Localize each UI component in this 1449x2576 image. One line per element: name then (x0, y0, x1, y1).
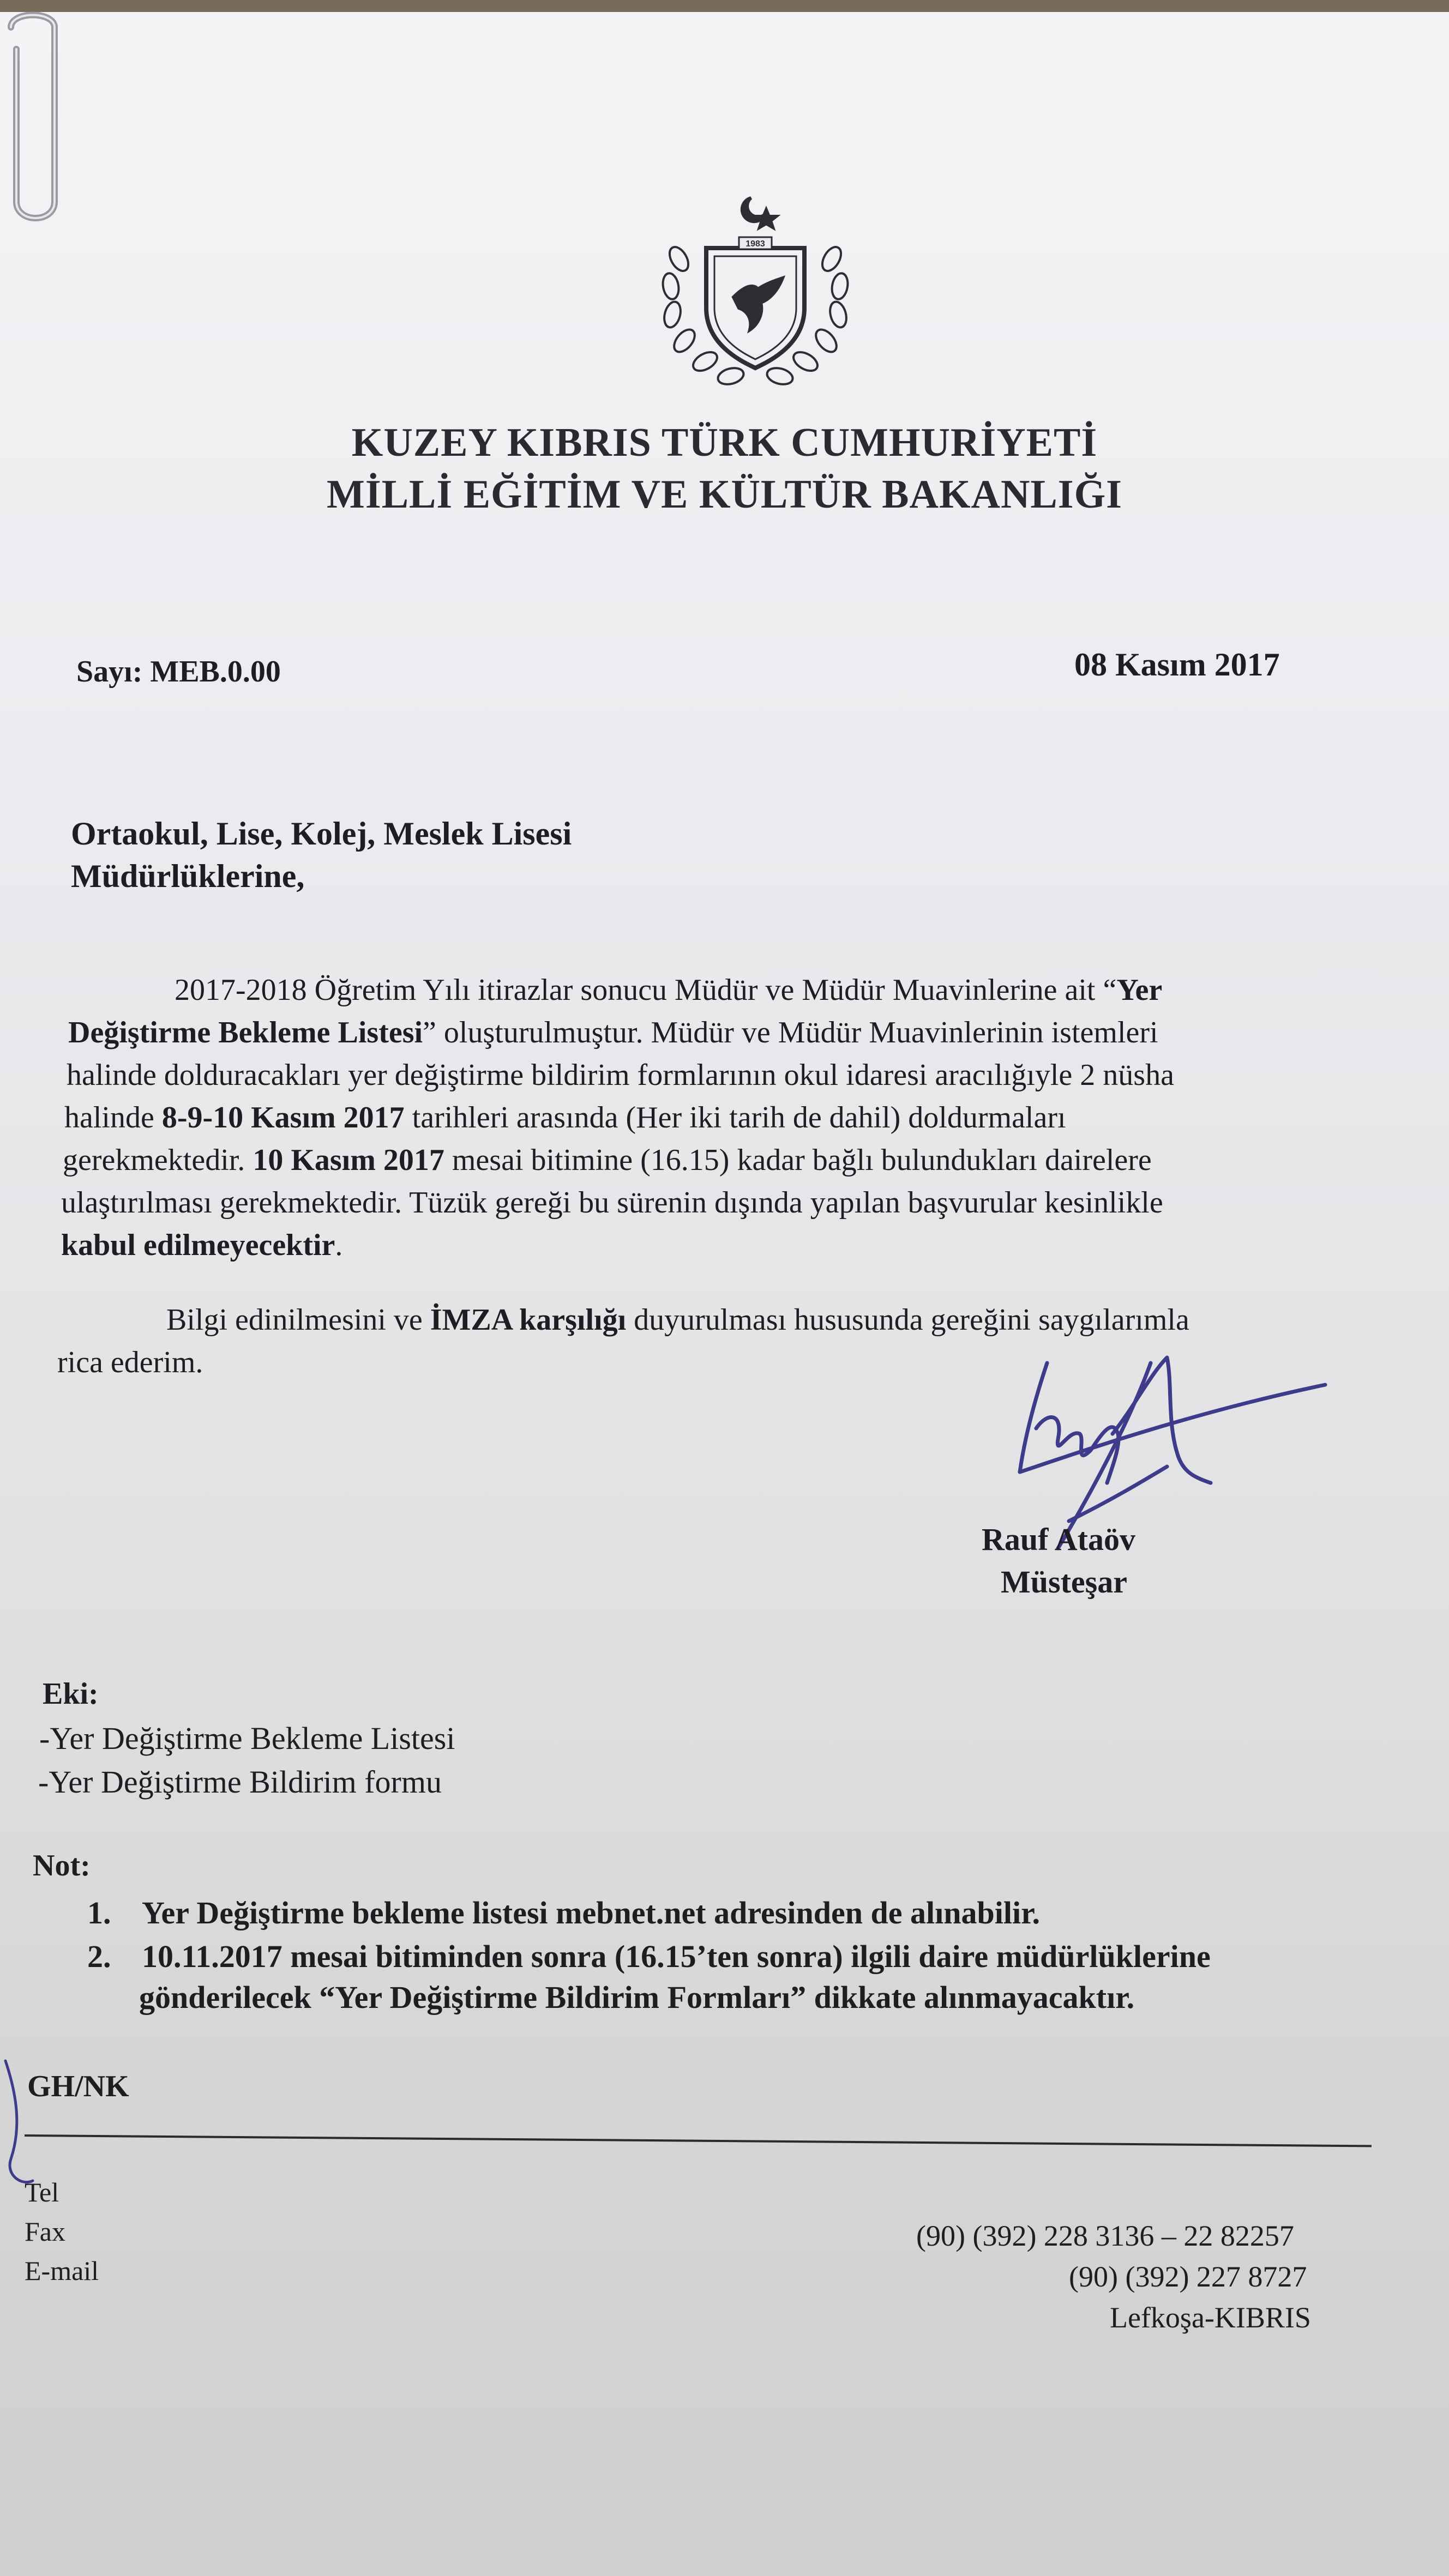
email-label: E-mail (25, 2255, 99, 2286)
phone-number: (90) (392) 228 3136 – 22 82257 (916, 2219, 1294, 2252)
body-line: gerekmektedir. 10 Kasım 2017 mesai bitimine (16.15) kadar bağlı bulundukları dairelere (63, 1143, 1152, 1177)
reference-number: Sayı: MEB.0.00 (76, 655, 281, 689)
note-number: 1. (87, 1895, 111, 1931)
initials: GH/NK (27, 2070, 129, 2103)
tel-label: Tel (25, 2177, 59, 2207)
state-emblem-icon (657, 188, 853, 390)
photo-top-edge (0, 0, 1449, 12)
signatory-title: Müsteşar (1001, 1564, 1127, 1600)
recipient-line-1: Ortaokul, Lise, Kolej, Meslek Lisesi (71, 816, 572, 852)
contact-labels (25, 2173, 99, 2290)
note-number: 2. (87, 1939, 111, 1974)
emblem-year: 1983 (745, 239, 765, 249)
notes-heading: Not: (33, 1849, 91, 1883)
body-line: rica ederim. (57, 1346, 203, 1379)
note-text: Yer Değiştirme bekleme listesi mebnet.net adresinden de alınabilir. (142, 1895, 1040, 1931)
body-line: 2017-2018 Öğretim Yılı itirazlar sonucu Müdür ve Müdür Muavinlerine ait “Yer (175, 973, 1163, 1007)
attachments-heading: Eki: (43, 1677, 99, 1711)
body-line: Değiştirme Bekleme Listesi” oluşturulmuştur. Müdür ve Müdür Muavinlerinin istemleri (68, 1016, 1158, 1049)
body-line: halinde dolduracakları yer değiştirme bildirim formlarının okul idaresi aracılığıyle 2 nüsha (67, 1058, 1174, 1092)
body-line: ulaştırılması gerekmektedir. Tüzük gereği bu sürenin dışında yapılan başvurular kesinlikle (61, 1186, 1163, 1220)
signatory-name: Rauf Ataöv (982, 1522, 1135, 1557)
paper-clip-icon (0, 5, 76, 234)
body-line: kabul edilmeyecektir. (61, 1228, 343, 1262)
note-text: 10.11.2017 mesai bitiminden sonra (16.15’ten sonra) ilgili daire müdürlüklerine (142, 1939, 1211, 1974)
body-line: Bilgi edinilmesini ve İMZA karşılığı duyurulması hususunda gereğini saygılarımla (166, 1303, 1189, 1337)
country-heading: KUZEY KIBRIS TÜRK CUMHURİYETİ (351, 420, 1098, 465)
fax-number: (90) (392) 227 8727 (1069, 2260, 1307, 2293)
address: Lefkoşa-KIBRIS (1110, 2301, 1311, 2334)
ministry-heading: MİLLİ EĞİTİM VE KÜLTÜR BAKANLIĞI (327, 472, 1122, 517)
attachment-item: -Yer Değiştirme Bildirim formu (38, 1764, 442, 1800)
body-line: halinde 8-9-10 Kasım 2017 tarihleri arasında (Her iki tarih de dahil) doldurmaları (64, 1101, 1066, 1135)
note-text-continued: gönderilecek “Yer Değiştirme Bildirim Formları” dikkate alınmayacaktır. (139, 1980, 1135, 2015)
recipient-line-2: Müdürlüklerine, (71, 858, 305, 894)
footer-divider (25, 2134, 1372, 2147)
attachment-item: -Yer Değiştirme Bekleme Listesi (39, 1721, 455, 1756)
letter-date: 08 Kasım 2017 (1074, 647, 1280, 683)
fax-label: Fax (25, 2216, 65, 2247)
